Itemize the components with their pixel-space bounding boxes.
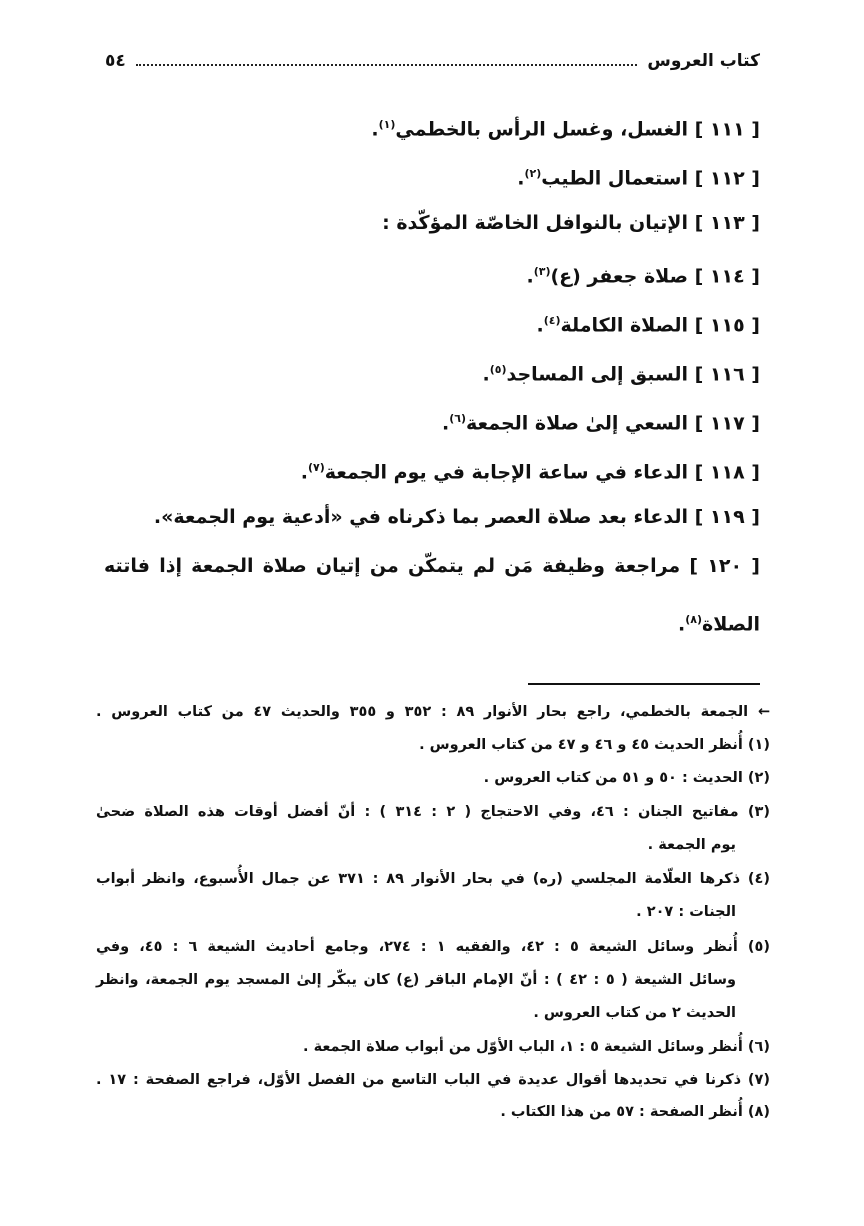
item-text: الدعاء بعد صلاة العصر بما ذكرناه في «أدعية يوم الجمعة» [161, 506, 688, 528]
item-number: [ ١١٧ ] [687, 412, 760, 435]
item-number: [ ١١٦ ] [687, 363, 760, 386]
footnote-ref: (٥) [489, 363, 507, 376]
list-item [371, 110, 760, 144]
item-number: [ ١١٩ ] [687, 506, 760, 528]
item-text: استعمال الطيب [541, 167, 688, 190]
footnote: (٤) ذكرها العلّامة المجلسي (ره) في بحار الأنوار ٨٩ : ٣٧١ عن جمال الأُسبوع، وانظر أبواب [96, 871, 770, 887]
item-number: [ ١١٤ ] [687, 265, 760, 288]
item-text: مراجعة وظيفة مَن لم يتمكّن من إتيان صلاة الجمعة إذا فاتته [104, 555, 681, 577]
item-number: [ ١٢٠ ] [680, 555, 760, 577]
list-item [442, 404, 760, 438]
footnote-continuation: الحديث ٢ من كتاب العروس . [533, 1005, 736, 1021]
list-item [536, 306, 760, 340]
footnote: (٢) الحديث : ٥٠ و ٥١ من كتاب العروس . [483, 770, 770, 786]
list-item [301, 453, 760, 487]
item-number: [ ١١٣ ] [687, 212, 760, 234]
item-text: الصلاة الكاملة [560, 314, 688, 337]
footnote-ref: (٢) [524, 167, 542, 180]
punctuation: . [153, 506, 162, 528]
item-text: الغسل، وغسل الرأس بالخطمي [395, 118, 688, 141]
item-text: الإتيان بالنوافل الخاصّة المؤكّدة : [382, 212, 688, 234]
footnote-ref: (٣) [533, 265, 551, 278]
book-title: كتاب العروس [647, 51, 760, 71]
page-number: ٥٤ [105, 51, 126, 71]
list-item [382, 208, 760, 238]
list-item [104, 551, 760, 581]
footnote: (٨) أُنظر الصفحة : ٥٧ من هذا الكتاب . [500, 1104, 770, 1120]
footnote-continuation: وسائل الشيعة ( ٥ : ٤٢ ) : أنّ الإمام الباقر (ع) كان يبكّر إلىٰ المسجد يوم الجمعة، وانظر [96, 972, 736, 988]
footnote: (١) أُنظر الحديث ٤٥ و ٤٦ و ٤٧ من كتاب العروس . [419, 737, 770, 753]
item-number: [ ١١٢ ] [687, 167, 760, 190]
leader-dots [136, 64, 638, 66]
footnote-ref: (١) [378, 118, 396, 131]
continuation-text: الصلاة [701, 613, 760, 636]
footnote-continuation: يوم الجمعة . [647, 837, 736, 853]
footnote-ref: (٧) [307, 461, 325, 474]
footnote-ref: (٨) [685, 613, 702, 626]
punctuation: . [536, 314, 544, 337]
punctuation: . [677, 613, 686, 636]
footnote-separator [528, 683, 760, 685]
item-text: صلاة جعفر (ع) [550, 265, 688, 288]
item-text: السبق إلى المساجد [506, 363, 688, 386]
list-item [482, 355, 760, 389]
item-number: [ ١١٨ ] [687, 461, 760, 484]
list-item [526, 257, 760, 291]
running-header [105, 44, 760, 78]
punctuation: . [526, 265, 534, 288]
item-text: الدعاء في ساعة الإجابة في يوم الجمعة [324, 461, 688, 484]
footnote: (٧) ذكرنا في تحديدها أقوال عديدة في الباب التاسع من الفصل الأوّل، فراجع الصفحة : ١٧ . [96, 1072, 771, 1088]
footnote: (٣) مفاتيح الجنان : ٤٦، وفي الاحتجاج ( ٢ : ٣١٤ ) : أنّ أفضل أوقات هذه الصلاة ضحىٰ [96, 804, 770, 820]
item-number: [ ١١٥ ] [687, 314, 760, 337]
list-item [517, 159, 760, 193]
footnote-continuation: الجنات : ٢٠٧ . [636, 904, 736, 920]
item-number: [ ١١١ ] [687, 118, 760, 141]
punctuation: . [517, 167, 525, 190]
punctuation: . [482, 363, 490, 386]
punctuation: . [371, 118, 379, 141]
list-item [154, 502, 760, 532]
footnote: (٦) أُنظر وسائل الشيعة ٥ : ١، الباب الأوّل من أبواب صلاة الجمعة . [303, 1039, 770, 1055]
footnote-ref: (٤) [543, 314, 561, 327]
footnote: (٥) أُنظر وسائل الشيعة ٥ : ٤٢، والفقيه ١ : ٢٧٤، وجامع أحاديث الشيعة ٦ : ٤٥، وفي [96, 939, 770, 955]
punctuation: . [300, 461, 308, 484]
footnote: ← الجمعة بالخطمي، راجع بحار الأنوار ٨٩ : ٣٥٢ و ٣٥٥ والحديث ٤٧ من كتاب العروس . [96, 704, 771, 720]
item-text: السعي إلىٰ صلاة الجمعة [465, 412, 688, 435]
item-120-continuation [678, 605, 760, 639]
punctuation: . [441, 412, 450, 435]
footnote-ref: (٦) [449, 412, 466, 425]
